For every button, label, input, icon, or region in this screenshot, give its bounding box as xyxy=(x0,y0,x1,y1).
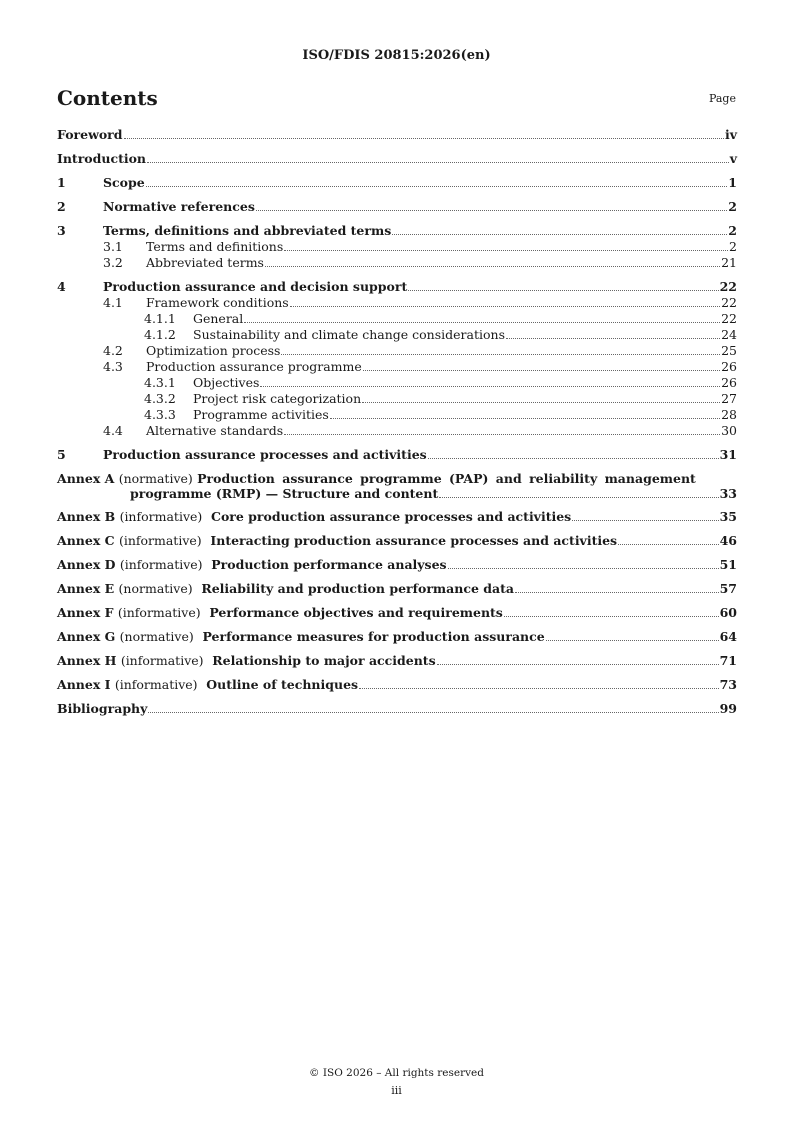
leader-dots xyxy=(363,370,720,371)
leader-dots xyxy=(124,138,724,139)
leader-dots xyxy=(572,520,718,521)
annex-title: Production performance analyses xyxy=(211,557,447,572)
toc-entry-page: 30 xyxy=(721,423,737,438)
leader-dots xyxy=(428,458,719,459)
toc-entry-page: 28 xyxy=(721,407,737,422)
toc-entry-title: Production assurance processes and activities xyxy=(103,447,427,462)
annex-title: Reliability and production performance data xyxy=(201,581,514,596)
toc-entry-title: Abbreviated terms xyxy=(146,255,264,270)
toc-entry-number: 4.3.3 xyxy=(144,407,176,422)
toc-entry-page: 60 xyxy=(719,605,737,620)
toc-entry-clause-4-1-2[interactable] xyxy=(57,328,737,342)
toc-entry-title: Framework conditions xyxy=(146,295,289,310)
toc-entry-page: 22 xyxy=(719,279,737,294)
annex-type: (informative) xyxy=(119,509,203,524)
toc-entry-page: 2 xyxy=(729,239,737,254)
toc-entry-clause-4-3-1[interactable] xyxy=(57,376,737,390)
toc-entry-page: 21 xyxy=(721,255,737,270)
toc-entry-page: 26 xyxy=(721,359,737,374)
toc-entry-number: 4.3 xyxy=(103,359,123,374)
toc-entry-page: 33 xyxy=(719,486,737,501)
page-column-label: Page xyxy=(708,92,736,105)
toc-entry-clause-4-3-2[interactable] xyxy=(57,392,737,406)
leader-dots xyxy=(244,322,720,323)
toc-entry-clause-4[interactable] xyxy=(57,280,737,294)
annex-title: Performance objectives and requirements xyxy=(209,605,503,620)
leader-dots xyxy=(284,434,720,435)
toc-entry-annex-a[interactable] xyxy=(57,471,737,501)
annex-label: Annex E xyxy=(57,581,115,596)
annex-type: (informative) xyxy=(118,533,202,548)
toc-entry-page: iv xyxy=(724,127,737,142)
toc-entry-clause-3[interactable] xyxy=(57,224,737,238)
toc-entry-page: 25 xyxy=(721,343,737,358)
leader-dots xyxy=(504,616,719,617)
leader-dots xyxy=(147,162,729,163)
leader-dots xyxy=(362,402,720,403)
toc-entry-title: Bibliography xyxy=(57,701,148,716)
toc-entry-page: 1 xyxy=(728,175,737,190)
annex-type: (normative) xyxy=(119,629,194,644)
toc-entry-title: Terms and definitions xyxy=(146,239,284,254)
toc-entry-number: 3.1 xyxy=(103,239,123,254)
annex-type: (informative) xyxy=(119,557,203,572)
toc-entry-clause-4-3-3[interactable] xyxy=(57,408,737,422)
leader-dots xyxy=(330,418,720,419)
toc-entry-page: 51 xyxy=(719,557,737,572)
toc-entry-title: Project risk categorization xyxy=(193,391,362,406)
annex-title: Outline of techniques xyxy=(206,677,359,692)
toc-entry-number: 4.3.1 xyxy=(144,375,176,390)
toc-entry-page: 24 xyxy=(721,327,737,342)
toc-entry-title: Optimization process xyxy=(146,343,281,358)
document-header: ISO/FDIS 20815:2026(en) xyxy=(302,48,491,63)
toc-entry-annex-f[interactable] xyxy=(57,606,737,620)
annex-label: Annex A xyxy=(57,471,115,486)
leader-dots xyxy=(281,354,720,355)
copyright-footer: © ISO 2026 – All rights reserved xyxy=(309,1067,484,1079)
leader-dots xyxy=(437,664,719,665)
annex-title: Core production assurance processes and activities xyxy=(211,509,572,524)
toc-entry-page: 31 xyxy=(719,447,737,462)
table-of-contents xyxy=(57,128,737,716)
toc-entry-page: 99 xyxy=(719,701,737,716)
toc-entry-clause-4-4[interactable] xyxy=(57,424,737,438)
leader-dots xyxy=(448,568,719,569)
toc-entry-title: Normative references xyxy=(103,199,255,214)
toc-entry-number: 4 xyxy=(57,279,66,294)
toc-entry-clause-4-1[interactable] xyxy=(57,296,737,310)
annex-title: Production assurance programme (PAP) and reliability management xyxy=(197,471,696,486)
leader-dots xyxy=(265,266,720,267)
toc-entry-clause-2[interactable] xyxy=(57,200,737,214)
leader-dots xyxy=(408,290,718,291)
toc-entry-clause-5[interactable] xyxy=(57,448,737,462)
toc-entry-number: 1 xyxy=(57,175,66,190)
toc-entry-title: Objectives xyxy=(193,375,260,390)
toc-entry-clause-4-2[interactable] xyxy=(57,344,737,358)
leader-dots xyxy=(546,640,719,641)
toc-entry-clause-3-1[interactable] xyxy=(57,240,737,254)
toc-entry-clause-4-3[interactable] xyxy=(57,360,737,374)
leader-dots xyxy=(515,592,719,593)
annex-label: Annex D xyxy=(57,557,116,572)
annex-label: Annex I xyxy=(57,677,111,692)
toc-entry-number: 4.1 xyxy=(103,295,123,310)
annex-label: Annex F xyxy=(57,605,114,620)
annex-label: Annex B xyxy=(57,509,116,524)
annex-type: (normative) xyxy=(118,471,193,486)
toc-entry-page: 73 xyxy=(719,677,737,692)
toc-entry-number: 4.2 xyxy=(103,343,123,358)
toc-entry-title: Programme activities xyxy=(193,407,329,422)
toc-entry-annex-i[interactable] xyxy=(57,678,737,692)
leader-dots xyxy=(290,306,720,307)
toc-entry-clause-4-1-1[interactable] xyxy=(57,312,737,326)
annex-type: (informative) xyxy=(120,653,204,668)
toc-entry-number: 4.1.2 xyxy=(144,327,176,342)
toc-entry-introduction[interactable] xyxy=(57,152,737,166)
toc-entry-title: Production assurance programme xyxy=(146,359,362,374)
toc-entry-page: 57 xyxy=(719,581,737,596)
toc-entry-title: Terms, definitions and abbreviated terms xyxy=(103,223,392,238)
toc-entry-annex-c[interactable] xyxy=(57,534,737,548)
toc-entry-annex-b[interactable] xyxy=(57,510,737,524)
toc-entry-foreword[interactable] xyxy=(57,128,737,142)
toc-entry-page: 35 xyxy=(719,509,737,524)
annex-type: (informative) xyxy=(114,677,198,692)
annex-title: Performance measures for production assurance xyxy=(202,629,545,644)
leader-dots xyxy=(148,712,718,713)
toc-entry-clause-3-2[interactable] xyxy=(57,256,737,270)
toc-entry-number: 4.1.1 xyxy=(144,311,176,326)
toc-entry-title: General xyxy=(193,311,244,326)
toc-entry-number: 3 xyxy=(57,223,66,238)
toc-entry-title: Scope xyxy=(103,175,145,190)
toc-entry-title: Sustainability and climate change considerations xyxy=(193,327,505,342)
annex-label: Annex G xyxy=(57,629,116,644)
toc-entry-page: 46 xyxy=(719,533,737,548)
toc-entry-bibliography[interactable] xyxy=(57,702,737,716)
leader-dots xyxy=(256,210,727,211)
toc-entry-title: Introduction xyxy=(57,151,147,166)
toc-entry-number: 5 xyxy=(57,447,66,462)
toc-entry-page: 64 xyxy=(719,629,737,644)
leader-dots xyxy=(359,688,719,689)
toc-entry-title: Production assurance and decision support xyxy=(103,279,408,294)
toc-entry-page: 22 xyxy=(721,295,737,310)
leader-dots xyxy=(506,338,720,339)
page-number: iii xyxy=(391,1084,402,1097)
leader-dots xyxy=(260,386,720,387)
annex-title: Relationship to major accidents xyxy=(212,653,436,668)
toc-entry-annex-h[interactable] xyxy=(57,654,737,668)
leader-dots xyxy=(392,234,727,235)
annex-title-continued: programme (RMP) — Structure and content xyxy=(130,486,439,501)
annex-type: (normative) xyxy=(118,581,193,596)
toc-entry-annex-d[interactable] xyxy=(57,558,737,572)
page-title: Contents xyxy=(57,86,158,110)
annex-title: Interacting production assurance processes and activities xyxy=(210,533,618,548)
leader-dots xyxy=(439,497,718,498)
toc-entry-page: v xyxy=(729,151,737,166)
toc-entry-number: 3.2 xyxy=(103,255,123,270)
toc-entry-title: Alternative standards xyxy=(146,423,284,438)
toc-entry-annex-e[interactable] xyxy=(57,582,737,596)
toc-entry-page: 71 xyxy=(719,653,737,668)
leader-dots xyxy=(146,186,728,187)
annex-label: Annex H xyxy=(57,653,117,668)
toc-entry-page: 22 xyxy=(721,311,737,326)
leader-dots xyxy=(284,250,728,251)
toc-entry-number: 4.4 xyxy=(103,423,123,438)
annex-label: Annex C xyxy=(57,533,115,548)
toc-entry-page: 27 xyxy=(721,391,737,406)
toc-entry-page: 2 xyxy=(728,199,737,214)
leader-dots xyxy=(618,544,719,545)
toc-entry-number: 4.3.2 xyxy=(144,391,176,406)
toc-entry-page: 26 xyxy=(721,375,737,390)
toc-entry-page: 2 xyxy=(728,223,737,238)
toc-entry-number: 2 xyxy=(57,199,66,214)
annex-type: (informative) xyxy=(117,605,201,620)
toc-entry-title: Foreword xyxy=(57,127,123,142)
toc-entry-annex-g[interactable] xyxy=(57,630,737,644)
toc-entry-clause-1[interactable] xyxy=(57,176,737,190)
